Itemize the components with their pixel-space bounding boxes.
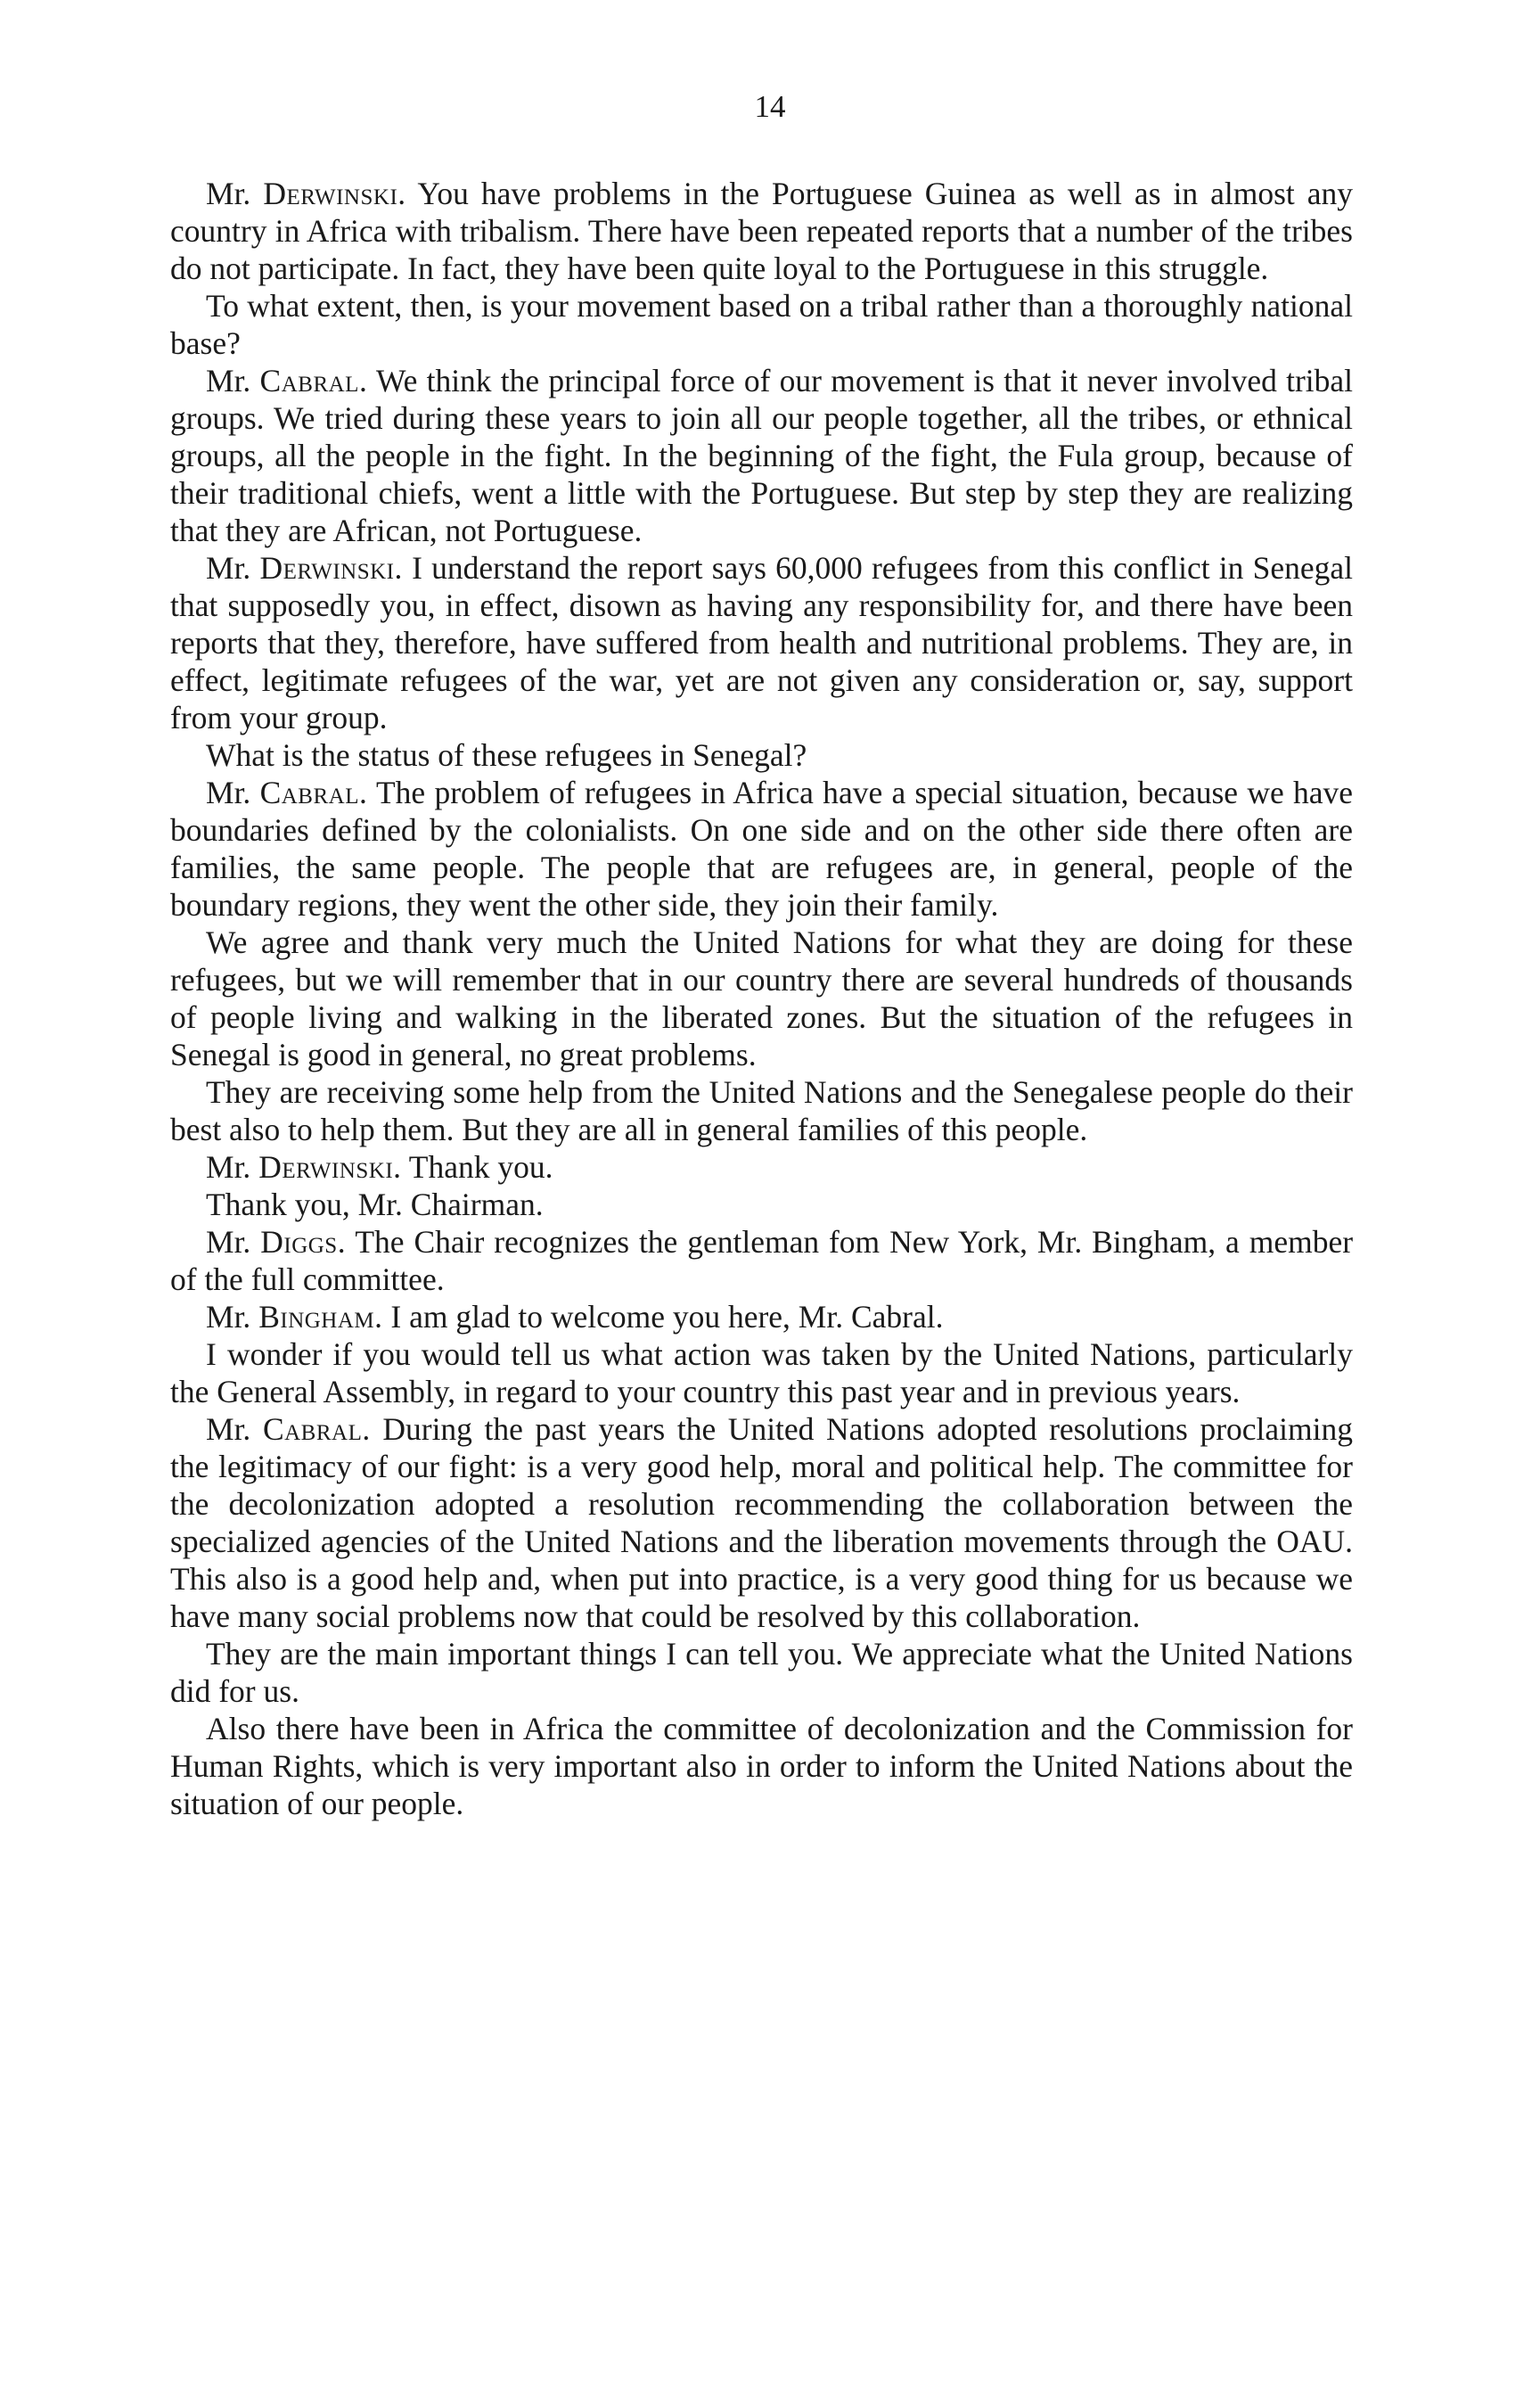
speaker-name: Cabral. — [259, 775, 368, 810]
speaker-name: Derwinski. — [263, 176, 406, 211]
speaker-name: Cabral. — [259, 363, 368, 398]
transcript-paragraph — [170, 287, 1353, 362]
transcript-paragraph — [170, 1073, 1353, 1148]
transcript-body — [170, 175, 1353, 1822]
transcript-paragraph — [170, 549, 1353, 736]
transcript-paragraph — [170, 1223, 1353, 1298]
paragraph-text: To what extent, then, is your movement based on a tribal rather than a thoroughly national base? — [170, 288, 1353, 361]
transcript-paragraph — [170, 1410, 1353, 1635]
speaker-title: Mr. — [206, 1224, 251, 1260]
speaker-name: Bingham. — [258, 1299, 383, 1335]
transcript-paragraph — [170, 924, 1353, 1073]
transcript-paragraph — [170, 175, 1353, 287]
transcript-paragraph — [170, 1298, 1353, 1335]
speaker-title: Mr. — [206, 550, 251, 586]
paragraph-text: Thank you, Mr. Chairman. — [206, 1187, 544, 1222]
speaker-title: Mr. — [206, 1299, 251, 1335]
speaker-title: Mr. — [206, 363, 251, 398]
paragraph-text: What is the status of these refugees in Senegal? — [206, 737, 807, 773]
transcript-paragraph — [170, 1148, 1353, 1186]
paragraph-text: You have problems in the Portuguese Guinea as well as in almost any country in Africa with tribalism. There have been repeated reports that a number of the tribes do not participate. In fact, they have been quite loyal to the Portuguese in this struggle. — [170, 176, 1354, 286]
transcript-paragraph — [170, 1635, 1353, 1710]
paragraph-text: They are the main important things I can tell you. We appreciate what the United Nations did for us. — [170, 1636, 1353, 1709]
speaker-title: Mr. — [206, 1149, 251, 1185]
paragraph-text: Thank you. — [408, 1149, 553, 1185]
paragraph-text: The Chair recognizes the gentleman fom New York, Mr. Bingham, a member of the full committee. — [170, 1224, 1354, 1297]
paragraph-text: We agree and thank very much the United Nations for what they are doing for these refugees, but we will remember that in our country there are several hundreds of thousands of people living and walking in the liberated zones. But the situation of the refugees in Senegal is good in general, no great problems. — [170, 924, 1353, 1072]
speaker-name: Cabral. — [262, 1411, 371, 1447]
transcript-paragraph — [170, 736, 1353, 774]
paragraph-text: We think the principal force of our movement is that it never involved tribal groups. We tried during these years to join all our people together, all the tribes, or ethnical groups, all the people in the fight. In the beginning of the fight, the Fula group, because of their traditional chiefs, went a little with the Portuguese. But step by step they are realizing that they are African, not Portuguese. — [170, 363, 1354, 548]
paragraph-text: Also there have been in Africa the committee of decolonization and the Commission for Human Rights, which is very important also in order to inform the United Nations about the situation of our people. — [170, 1711, 1353, 1821]
speaker-title: Mr. — [206, 1411, 251, 1447]
transcript-paragraph — [170, 1710, 1353, 1822]
paragraph-text: I wonder if you would tell us what action was taken by the United Nations, particularly the General Assembly, in regard to your country this past year and in previous years. — [170, 1336, 1353, 1409]
paragraph-text: I understand the report says 60,000 refugees from this conflict in Senegal that supposedly you, in effect, disown as having any responsibility for, and there have been reports that they, therefore, have suffered from health and nutritional problems. They are, in effect, legitimate refugees of the war, yet are not given any consideration or, say, support from your group. — [170, 550, 1354, 735]
speaker-name: Derwinski. — [259, 550, 403, 586]
paragraph-text: During the past years the United Nations adopted resolutions proclaiming the legitimacy of our fight: is a very good help, moral and political help. The committee for the decolonization adopted a resolution recommending the collaboration between the specialized agencies of the United Nations and the liberation movements through the OAU. This also is a good help and, when put into practice, is a very good thing for us because we have many social problems now that could be resolved by this collaboration. — [170, 1411, 1354, 1634]
transcript-paragraph — [170, 774, 1353, 924]
page-number: 14 — [754, 89, 786, 124]
speaker-name: Derwinski. — [258, 1149, 402, 1185]
paragraph-text: They are receiving some help from the United Nations and the Senegalese people do their best also to help them. But they are all in general families of this people. — [170, 1074, 1353, 1147]
transcript-paragraph — [170, 362, 1353, 549]
speaker-title: Mr. — [206, 176, 251, 211]
transcript-paragraph — [170, 1335, 1353, 1410]
transcript-paragraph — [170, 1186, 1353, 1223]
speaker-title: Mr. — [206, 775, 251, 810]
paragraph-text: The problem of refugees in Africa have a special situation, because we have boundaries defined by the colonialists. On one side and on the other side there often are families, the same people. The people that are refugees are, in general, people of the boundary regions, they went the other side, they join their family. — [170, 775, 1353, 923]
speaker-name: Diggs. — [260, 1224, 347, 1260]
paragraph-text: I am glad to welcome you here, Mr. Cabral. — [390, 1299, 944, 1335]
